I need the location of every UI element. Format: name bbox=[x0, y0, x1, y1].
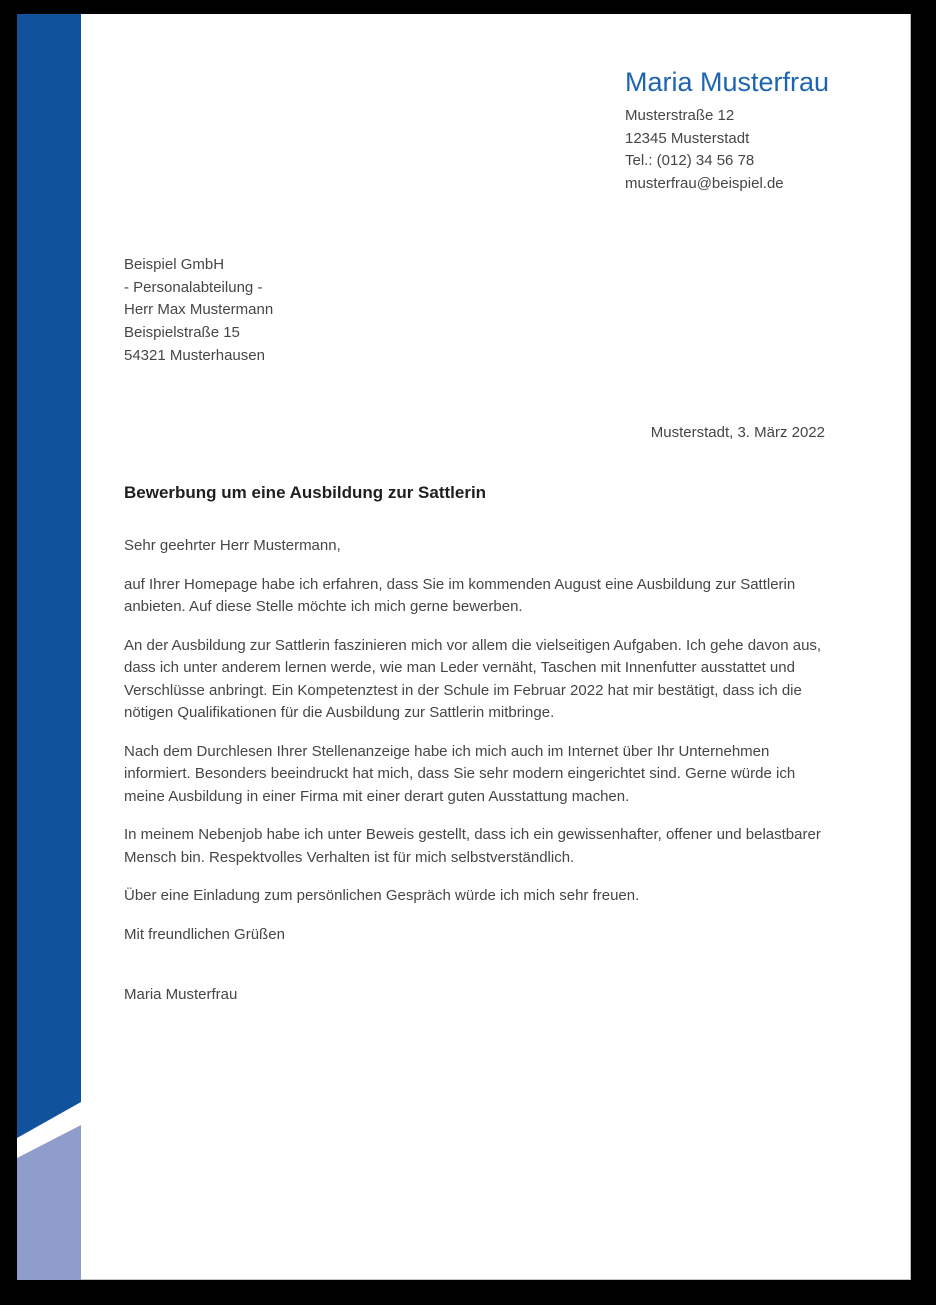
sender-street: Musterstraße 12 bbox=[625, 107, 735, 124]
recipient-street: Beispielstraße 15 bbox=[124, 324, 240, 342]
recipient-company: Beispiel GmbH bbox=[124, 256, 225, 273]
signature-name: Maria Musterfrau bbox=[124, 986, 238, 1003]
subject-line: Bewerbung um eine Ausbildung zur Sattlerin bbox=[124, 483, 487, 502]
sender-block bbox=[625, 66, 829, 196]
closing-line: Mit freundlichen Grüßen bbox=[124, 925, 285, 943]
sender-phone: Tel.: (012) 34 56 78 bbox=[625, 152, 755, 170]
left-stripe-dark-accent bbox=[17, 14, 81, 1138]
date-line: Musterstadt, 3. März 2022 bbox=[650, 424, 825, 441]
body-paragraph-1: auf Ihrer Homepage habe ich erfahren, dass Sie im kommenden August eine Ausbildung zur Sattlerin anbieten. Auf diese Stelle möchte ich mich gerne bewerben. bbox=[124, 575, 796, 615]
letter-body bbox=[124, 535, 834, 1007]
left-stripe-light-accent bbox=[17, 1125, 81, 1280]
body-paragraph-2: An der Ausbildung zur Sattlerin faszinieren mich vor allem die vielseitigen Aufgaben. Ich gehe davon aus, dass ich unter anderem lernen werde, wie man Leder vernäht, Taschen mit Innenfutter ausstattet und Verschlüsse anbringt. Ein Kompetenztest in der Schule im Februar 2022 hat mir bestätigt, dass ich die nötigen Qualifikationen für die Ausbildung zur Sattlerin mitbringe. bbox=[124, 636, 822, 721]
sender-name: Maria Musterfrau bbox=[625, 67, 830, 97]
body-paragraph-5: Über eine Einladung zum persönlichen Gespräch würde ich mich sehr freuen. bbox=[124, 887, 640, 904]
sender-email: musterfrau@beispiel.de bbox=[625, 175, 784, 193]
recipient-block bbox=[124, 254, 273, 368]
letter-page bbox=[17, 14, 911, 1280]
body-paragraph-4: In meinem Nebenjob habe ich unter Beweis gestellt, dass ich ein gewissenhafter, offener und belastbarer Mensch bin. Respektvolles Verhalten ist für mich selbstverständlich. bbox=[124, 826, 821, 866]
recipient-contact-person: Herr Max Mustermann bbox=[124, 301, 274, 319]
recipient-city: 54321 Musterhausen bbox=[124, 346, 265, 364]
salutation: Sehr geehrter Herr Mustermann, bbox=[124, 537, 341, 554]
recipient-department: - Personalabteilung - bbox=[124, 278, 263, 296]
body-paragraph-3: Nach dem Durchlesen Ihrer Stellenanzeige habe ich mich auch im Internet über Ihr Unternehmen informiert. Besonders beeindruckt hat mich, dass Sie sehr modern eingerichtet sind. Gerne würde ich meine Ausbildung in einer Firma mit einer derart guten Ausstattung machen. bbox=[124, 742, 796, 805]
sender-city: 12345 Musterstadt bbox=[625, 129, 750, 147]
